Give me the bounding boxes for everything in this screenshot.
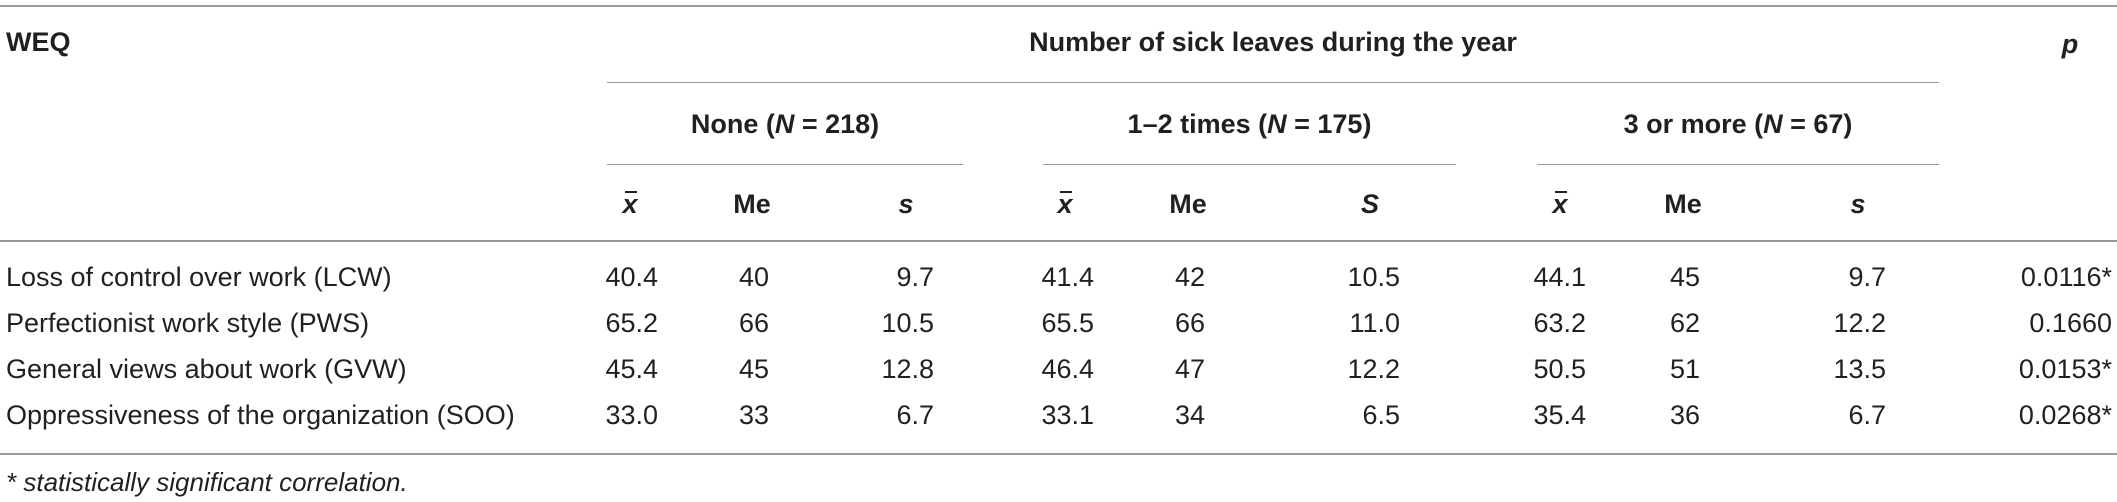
group-label-post: = 218) (794, 109, 880, 139)
table-cell: 35.4 (1533, 400, 1586, 430)
table-cell: 33.1 (1041, 400, 1094, 430)
table-cell: 9.7 (1848, 262, 1886, 292)
p-value-cell: 0.0268* (2018, 400, 2112, 430)
row-label: Perfectionist work style (PWS) (6, 308, 370, 338)
table-cell: 40.4 (605, 262, 658, 292)
group-rule-none (607, 164, 963, 165)
table-cell: 46.4 (1041, 354, 1094, 384)
n-symbol: N (774, 109, 795, 139)
group-label-post: = 67) (1782, 109, 1853, 139)
subheader-mean: x (1057, 189, 1073, 219)
group-label-pre: 1–2 times ( (1127, 109, 1268, 139)
subheader-median: Me (1664, 189, 1702, 219)
group-rule-1-2-times (1043, 164, 1456, 165)
table-cell: 6.7 (1848, 400, 1886, 430)
row-label: Oppressiveness of the organization (SOO) (6, 400, 515, 430)
table-cell: 65.5 (1041, 308, 1094, 338)
table-cell: 62 (1669, 308, 1700, 338)
subheader-median: Me (733, 189, 771, 219)
table-cell: 41.4 (1041, 262, 1094, 292)
stub-header: WEQ (6, 27, 71, 57)
table-cell: 47 (1174, 354, 1205, 384)
table-cell: 63.2 (1533, 308, 1586, 338)
table-cell: 42 (1174, 262, 1205, 292)
n-symbol: N (1763, 109, 1783, 139)
table-cell: 45 (1669, 262, 1700, 292)
table-cell: 45 (738, 354, 769, 384)
table-cell: 50.5 (1533, 354, 1586, 384)
table-cell: 66 (1174, 308, 1205, 338)
subheader-mean: x (622, 189, 638, 219)
p-header: p (2061, 29, 2079, 59)
row-label: Loss of control over work (LCW) (6, 262, 392, 292)
header-bottom-rule (0, 240, 2117, 242)
group-header-3-or-more (1537, 108, 1939, 140)
table-cell: 6.7 (896, 400, 934, 430)
table-cell: 10.5 (881, 308, 934, 338)
group-label-pre: 3 or more ( (1623, 109, 1764, 139)
footnote: * statistically significant correlation. (6, 467, 408, 497)
subheader-sd: s (1850, 189, 1866, 219)
table-cell: 40 (738, 262, 769, 292)
spanner-rule (607, 82, 1939, 83)
table-cell: 65.2 (605, 308, 658, 338)
group-label-post: = 175) (1286, 109, 1372, 139)
p-value-cell: 0.1660 (2029, 308, 2112, 338)
table-cell: 36 (1669, 400, 1700, 430)
subheader-mean: x (1552, 189, 1568, 219)
table-cell: 33 (738, 400, 769, 430)
table-cell: 33.0 (605, 400, 658, 430)
table-cell: 45.4 (605, 354, 658, 384)
table-cell: 10.5 (1347, 262, 1400, 292)
table-cell: 34 (1174, 400, 1205, 430)
p-value-cell: 0.0153* (2018, 354, 2112, 384)
table-cell: 66 (738, 308, 769, 338)
subheader-sd: s (898, 189, 914, 219)
table-cell: 11.0 (1349, 308, 1400, 338)
table-cell: 51 (1669, 354, 1700, 384)
p-value-cell: 0.0116* (2020, 262, 2112, 292)
row-label: General views about work (GVW) (6, 354, 407, 384)
top-rule (0, 5, 2117, 7)
group-header-none (607, 108, 963, 140)
group-header-1-2-times (1043, 108, 1456, 140)
table-cell: 44.1 (1533, 262, 1586, 292)
subheader-median: Me (1169, 189, 1207, 219)
table-cell: 13.5 (1833, 354, 1886, 384)
spanner-header: Number of sick leaves during the year (1029, 27, 1517, 57)
table-cell: 12.8 (881, 354, 934, 384)
n-symbol: N (1267, 109, 1287, 139)
group-rule-3-or-more (1537, 164, 1939, 165)
group-label-pre: None ( (690, 109, 775, 139)
table-cell: 12.2 (1833, 308, 1886, 338)
body-bottom-rule (0, 453, 2117, 455)
subheader-sd: S (1360, 189, 1379, 219)
table-cell: 12.2 (1347, 354, 1400, 384)
table-cell: 6.5 (1362, 400, 1400, 430)
table-cell: 9.7 (896, 262, 934, 292)
